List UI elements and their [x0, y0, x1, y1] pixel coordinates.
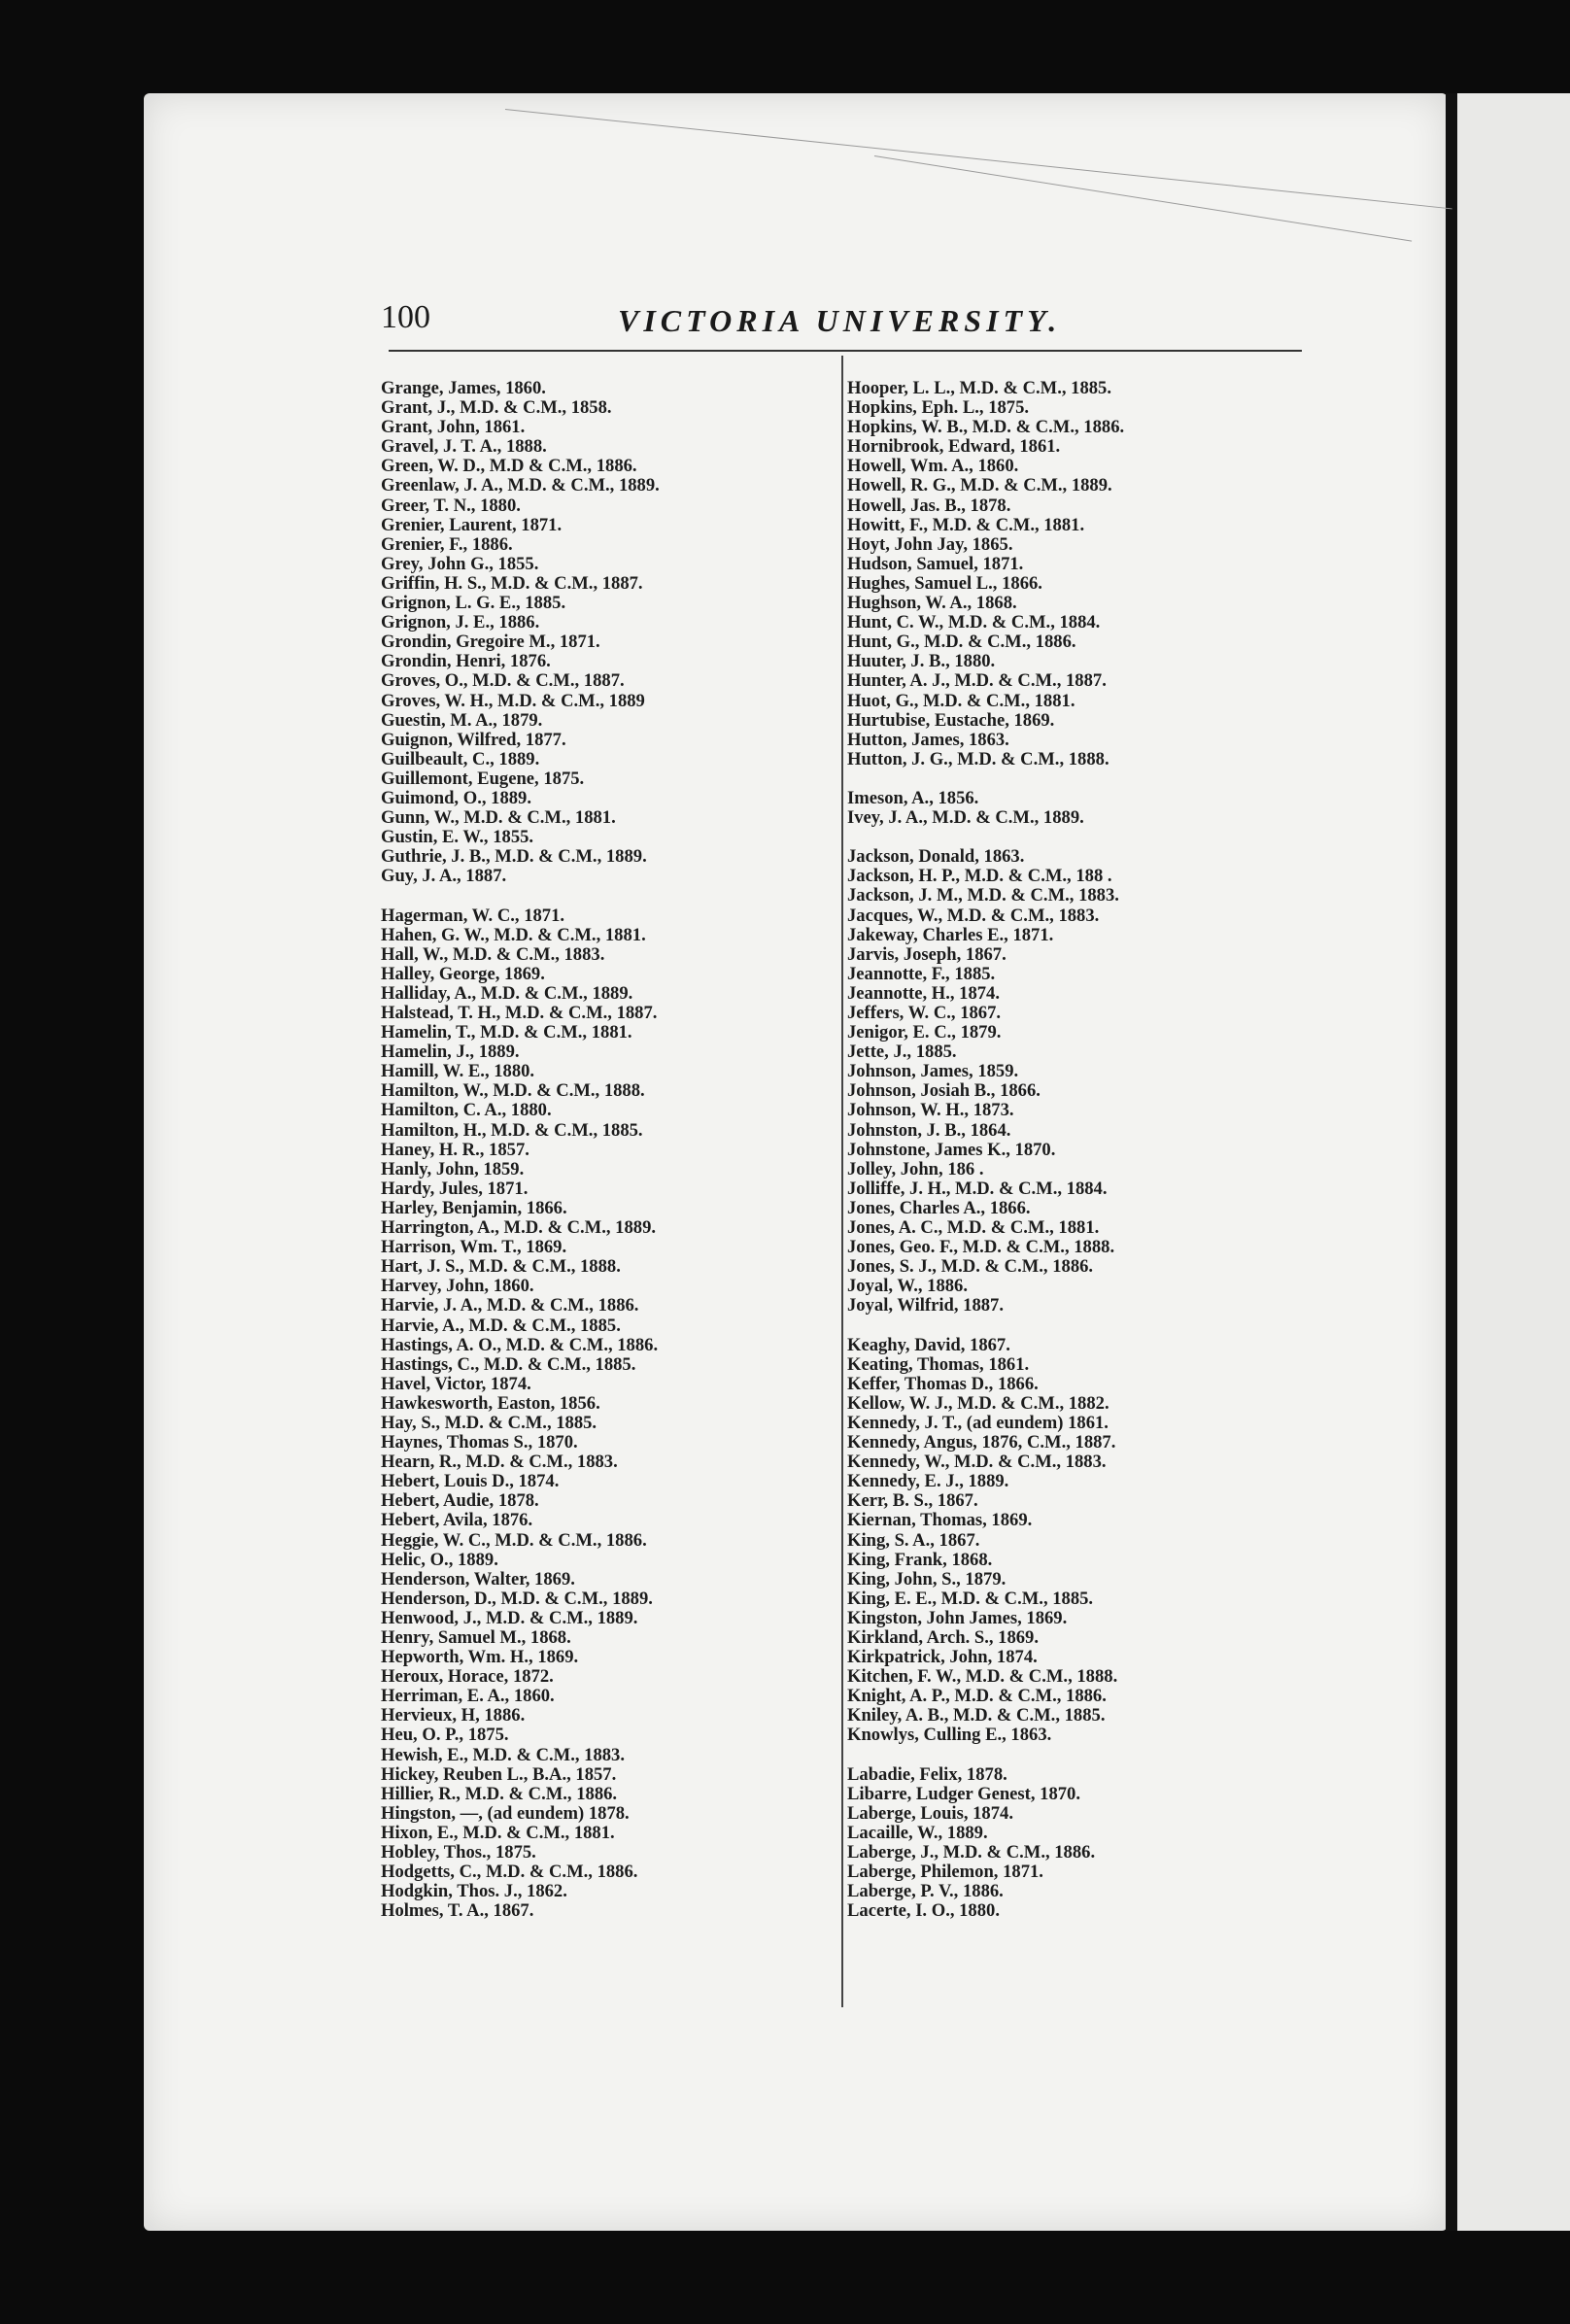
adjacent-page-edge [1457, 93, 1570, 2231]
graduate-entry: Henderson, D., M.D. & C.M., 1889. [381, 1588, 653, 1609]
graduate-entry: Johnston, J. B., 1864. [847, 1119, 1011, 1141]
graduate-entry: Gustin, E. W., 1855. [381, 827, 534, 848]
graduate-entry: Greenlaw, J. A., M.D. & C.M., 1889. [381, 475, 660, 496]
graduate-entry: Howell, Jas. B., 1878. [847, 495, 1011, 516]
graduate-entry: Jackson, J. M., M.D. & C.M., 1883. [847, 885, 1119, 906]
graduate-entry: Jones, A. C., M.D. & C.M., 1881. [847, 1217, 1100, 1239]
graduate-entry: Grant, John, 1861. [381, 417, 526, 438]
graduate-entry: Haney, H. R., 1857. [381, 1139, 529, 1160]
graduate-entry: Kniley, A. B., M.D. & C.M., 1885. [847, 1705, 1106, 1726]
graduate-entry: Hughson, W. A., 1868. [847, 593, 1017, 614]
graduate-entry: Harvie, A., M.D. & C.M., 1885. [381, 1315, 621, 1336]
graduate-entry: Grey, John G., 1855. [381, 553, 539, 574]
graduate-entry: Hewish, E., M.D. & C.M., 1883. [381, 1744, 625, 1765]
graduate-entry: Keating, Thomas, 1861. [847, 1353, 1030, 1375]
column-divider [841, 356, 843, 2007]
graduate-entry: Kennedy, W., M.D. & C.M., 1883. [847, 1452, 1107, 1473]
graduate-entry: Haynes, Thomas S., 1870. [381, 1432, 578, 1453]
graduate-entry: Lacerte, I. O., 1880. [847, 1900, 1000, 1922]
graduate-entry: Guestin, M. A., 1879. [381, 709, 543, 731]
graduate-entry: Hart, J. S., M.D. & C.M., 1888. [381, 1256, 621, 1278]
graduate-entry: Harvey, John, 1860. [381, 1276, 534, 1297]
section-gap [847, 1316, 1124, 1336]
graduate-entry: King, Frank, 1868. [847, 1549, 993, 1570]
graduate-entry: Green, W. D., M.D & C.M., 1886. [381, 456, 637, 477]
graduate-entry: Jette, J., 1885. [847, 1042, 957, 1063]
graduate-entry: Hughes, Samuel L., 1866. [847, 572, 1042, 594]
graduate-entry: King, John, S., 1879. [847, 1568, 1007, 1589]
graduate-entry: Keaghy, David, 1867. [847, 1334, 1010, 1355]
graduate-entry: Hunter, A. J., M.D. & C.M., 1887. [847, 670, 1107, 692]
graduate-entry: Hamilton, W., M.D. & C.M., 1888. [381, 1080, 645, 1102]
graduate-entry: Groves, W. H., M.D. & C.M., 1889 [381, 690, 645, 711]
graduate-entry: Gravel, J. T. A., 1888. [381, 436, 547, 458]
graduate-entry: Howell, Wm. A., 1860. [847, 456, 1019, 477]
graduate-entry: Hamilton, H., M.D. & C.M., 1885. [381, 1119, 643, 1141]
header-rule [389, 350, 1302, 352]
graduate-entry: Hurtubise, Eustache, 1869. [847, 709, 1055, 731]
graduate-entry: Grenier, Laurent, 1871. [381, 514, 563, 535]
graduate-entry: Hunt, C. W., M.D. & C.M., 1884. [847, 612, 1101, 633]
graduate-entry: Guillemont, Eugene, 1875. [381, 768, 585, 789]
graduate-entry: Hobley, Thos., 1875. [381, 1842, 536, 1863]
graduate-entry: Knowlys, Culling E., 1863. [847, 1725, 1052, 1746]
section-gap [847, 1746, 1124, 1765]
graduate-entry: Kitchen, F. W., M.D. & C.M., 1888. [847, 1666, 1118, 1688]
graduate-entry: Ivey, J. A., M.D. & C.M., 1889. [847, 807, 1084, 829]
graduate-entry: Hebert, Audie, 1878. [381, 1490, 539, 1512]
graduate-entry: Hearn, R., M.D. & C.M., 1883. [381, 1452, 618, 1473]
graduate-entry: Jackson, H. P., M.D. & C.M., 188 . [847, 866, 1112, 887]
graduate-entry: Kerr, B. S., 1867. [847, 1490, 978, 1512]
graduate-entry: Hooper, L. L., M.D. & C.M., 1885. [847, 378, 1112, 398]
graduate-entry: Jones, Charles A., 1866. [847, 1197, 1031, 1218]
graduate-entry: Laberge, Philemon, 1871. [847, 1862, 1043, 1883]
graduate-entry: Grant, J., M.D. & C.M., 1858. [381, 397, 612, 419]
graduate-entry: Hopkins, W. B., M.D. & C.M., 1886. [847, 417, 1125, 438]
graduate-entry: King, S. A., 1867. [847, 1529, 980, 1551]
graduate-entry: Kirkpatrick, John, 1874. [847, 1647, 1038, 1668]
graduate-entry: Jarvis, Joseph, 1867. [847, 943, 1007, 965]
graduate-entry: Johnson, James, 1859. [847, 1061, 1019, 1082]
graduate-entry: Kiernan, Thomas, 1869. [847, 1510, 1033, 1531]
graduate-entry: Hamilton, C. A., 1880. [381, 1100, 552, 1121]
right-column-list [847, 379, 1124, 1921]
graduate-entry: Havel, Victor, 1874. [381, 1373, 531, 1394]
graduate-entry: Hay, S., M.D. & C.M., 1885. [381, 1412, 597, 1433]
graduate-entry: Jacques, W., M.D. & C.M., 1883. [847, 905, 1100, 926]
graduate-entry: Hudson, Samuel, 1871. [847, 553, 1024, 574]
graduate-entry: Jackson, Donald, 1863. [847, 846, 1025, 868]
graduate-entry: Kellow, W. J., M.D. & C.M., 1882. [847, 1392, 1109, 1414]
graduate-entry: Heggie, W. C., M.D. & C.M., 1886. [381, 1529, 647, 1551]
graduate-entry: Hebert, Louis D., 1874. [381, 1471, 560, 1492]
graduate-entry: Howell, R. G., M.D. & C.M., 1889. [847, 475, 1112, 496]
graduate-entry: Greer, T. N., 1880. [381, 495, 521, 516]
graduate-entry: Huot, G., M.D. & C.M., 1881. [847, 690, 1075, 711]
graduate-entry: Grondin, Henri, 1876. [381, 651, 551, 672]
graduate-entry: Halstead, T. H., M.D. & C.M., 1887. [381, 1003, 658, 1023]
graduate-entry: Hodgetts, C., M.D. & C.M., 1886. [381, 1862, 638, 1883]
graduate-entry: Hickey, Reuben L., B.A., 1857. [381, 1763, 617, 1785]
graduate-entry: Hamelin, T., M.D. & C.M., 1881. [381, 1022, 632, 1043]
graduate-entry: Hastings, C., M.D. & C.M., 1885. [381, 1353, 636, 1375]
graduate-entry: Harley, Benjamin, 1866. [381, 1197, 567, 1218]
graduate-entry: Guimond, O., 1889. [381, 787, 531, 808]
graduate-entry: Johnstone, James K., 1870. [847, 1139, 1056, 1160]
graduate-entry: Hervieux, H, 1886. [381, 1705, 526, 1726]
graduate-entry: Keffer, Thomas D., 1866. [847, 1373, 1039, 1394]
graduate-entry: Joyal, W., 1886. [847, 1276, 968, 1297]
graduate-entry: Laberge, P. V., 1886. [847, 1881, 1004, 1902]
graduate-entry: Herriman, E. A., 1860. [381, 1686, 555, 1707]
graduate-entry: Grondin, Gregoire M., 1871. [381, 632, 600, 653]
graduate-entry: Harvie, J. A., M.D. & C.M., 1886. [381, 1295, 639, 1316]
graduate-entry: Hutton, James, 1863. [847, 729, 1009, 750]
graduate-entry: Hodgkin, Thos. J., 1862. [381, 1881, 567, 1902]
graduate-entry: Laberge, Louis, 1874. [847, 1802, 1013, 1824]
graduate-entry: Grignon, J. E., 1886. [381, 612, 540, 633]
graduate-entry: Hutton, J. G., M.D. & C.M., 1888. [847, 748, 1109, 769]
graduate-entry: Griffin, H. S., M.D. & C.M., 1887. [381, 572, 643, 594]
graduate-entry: Jones, S. J., M.D. & C.M., 1886. [847, 1256, 1094, 1278]
graduate-entry: Hixon, E., M.D. & C.M., 1881. [381, 1822, 615, 1843]
section-gap [847, 828, 1124, 847]
graduate-entry: Heroux, Horace, 1872. [381, 1666, 554, 1688]
graduate-entry: Knight, A. P., M.D. & C.M., 1886. [847, 1686, 1107, 1707]
graduate-entry: Johnson, W. H., 1873. [847, 1100, 1014, 1121]
graduate-entry: Guthrie, J. B., M.D. & C.M., 1889. [381, 846, 647, 868]
graduate-entry: Kennedy, J. T., (ad eundem) 1861. [847, 1412, 1109, 1433]
left-column-list [381, 379, 660, 1921]
graduate-entry: Guy, J. A., 1887. [381, 866, 507, 887]
graduate-entry: Jones, Geo. F., M.D. & C.M., 1888. [847, 1237, 1115, 1258]
graduate-entry: Henry, Samuel M., 1868. [381, 1627, 571, 1648]
graduate-entry: Harrington, A., M.D. & C.M., 1889. [381, 1217, 657, 1239]
graduate-entry: Halliday, A., M.D. & C.M., 1889. [381, 982, 633, 1004]
graduate-entry: Hebert, Avila, 1876. [381, 1510, 533, 1531]
graduate-entry: Jeannotte, F., 1885. [847, 963, 996, 984]
graduate-entry: Grignon, L. G. E., 1885. [381, 593, 566, 614]
graduate-entry: Kennedy, E. J., 1889. [847, 1471, 1009, 1492]
graduate-entry: Helic, O., 1889. [381, 1549, 498, 1570]
graduate-entry: Hastings, A. O., M.D. & C.M., 1886. [381, 1334, 659, 1355]
graduate-entry: Hepworth, Wm. H., 1869. [381, 1647, 579, 1668]
scanned-page [144, 93, 1448, 2231]
graduate-entry: Groves, O., M.D. & C.M., 1887. [381, 670, 625, 692]
section-gap [381, 886, 660, 906]
graduate-entry: Holmes, T. A., 1867. [381, 1900, 534, 1922]
graduate-entry: Laberge, J., M.D. & C.M., 1886. [847, 1842, 1096, 1863]
page-number: 100 [381, 299, 430, 335]
graduate-entry: Jenigor, E. C., 1879. [847, 1022, 1002, 1043]
graduate-entry: Hoyt, John Jay, 1865. [847, 533, 1013, 555]
graduate-entry: Joyal, Wilfrid, 1887. [847, 1295, 1004, 1316]
graduate-entry: Hardy, Jules, 1871. [381, 1178, 529, 1199]
graduate-entry: Hawkesworth, Easton, 1856. [381, 1392, 600, 1414]
graduate-entry: Hahen, G. W., M.D. & C.M., 1881. [381, 924, 646, 945]
graduate-entry: Hunt, G., M.D. & C.M., 1886. [847, 632, 1076, 653]
graduate-entry: Hingston, —, (ad eundem) 1878. [381, 1802, 630, 1824]
graduate-entry: Heu, O. P., 1875. [381, 1725, 509, 1746]
graduate-entry: King, E. E., M.D. & C.M., 1885. [847, 1588, 1094, 1609]
graduate-entry: Grange, James, 1860. [381, 378, 546, 398]
graduate-entry: Huuter, J. B., 1880. [847, 651, 996, 672]
graduate-entry: Guignon, Wilfred, 1877. [381, 729, 566, 750]
graduate-entry: Harrison, Wm. T., 1869. [381, 1237, 567, 1258]
running-head-title: VICTORIA UNIVERSITY. [618, 303, 1062, 338]
graduate-entry: Henwood, J., M.D. & C.M., 1889. [381, 1607, 638, 1628]
graduate-entry: Guilbeault, C., 1889. [381, 748, 540, 769]
graduate-entry: Hamelin, J., 1889. [381, 1042, 520, 1063]
graduate-entry: Gunn, W., M.D. & C.M., 1881. [381, 807, 616, 829]
graduate-entry: Hall, W., M.D. & C.M., 1883. [381, 943, 605, 965]
graduate-entry: Henderson, Walter, 1869. [381, 1568, 575, 1589]
graduate-entry: Hornibrook, Edward, 1861. [847, 436, 1061, 458]
graduate-entry: Howitt, F., M.D. & C.M., 1881. [847, 514, 1085, 535]
graduate-entry: Imeson, A., 1856. [847, 787, 979, 808]
graduate-entry: Labadie, Felix, 1878. [847, 1763, 1007, 1785]
graduate-entry: Lacaille, W., 1889. [847, 1822, 988, 1843]
graduate-entry: Hagerman, W. C., 1871. [381, 905, 565, 926]
graduate-entry: Hamill, W. E., 1880. [381, 1061, 535, 1082]
graduate-entry: Hanly, John, 1859. [381, 1158, 525, 1179]
graduate-entry: Grenier, F., 1886. [381, 533, 513, 555]
graduate-entry: Kingston, John James, 1869. [847, 1607, 1068, 1628]
graduate-entry: Jolliffe, J. H., M.D. & C.M., 1884. [847, 1178, 1108, 1199]
graduate-entry: Hopkins, Eph. L., 1875. [847, 397, 1030, 419]
graduate-entry: Jakeway, Charles E., 1871. [847, 924, 1054, 945]
graduate-entry: Libarre, Ludger Genest, 1870. [847, 1783, 1080, 1804]
graduate-entry: Kennedy, Angus, 1876, C.M., 1887. [847, 1432, 1116, 1453]
graduate-entry: Jeffers, W. C., 1867. [847, 1003, 1002, 1023]
section-gap [847, 769, 1124, 789]
graduate-entry: Jolley, John, 186 . [847, 1158, 984, 1179]
graduate-entry: Jeannotte, H., 1874. [847, 982, 1001, 1004]
graduate-entry: Halley, George, 1869. [381, 963, 545, 984]
graduate-entry: Johnson, Josiah B., 1866. [847, 1080, 1041, 1102]
graduate-entry: Hillier, R., M.D. & C.M., 1886. [381, 1783, 618, 1804]
graduate-entry: Kirkland, Arch. S., 1869. [847, 1627, 1039, 1648]
